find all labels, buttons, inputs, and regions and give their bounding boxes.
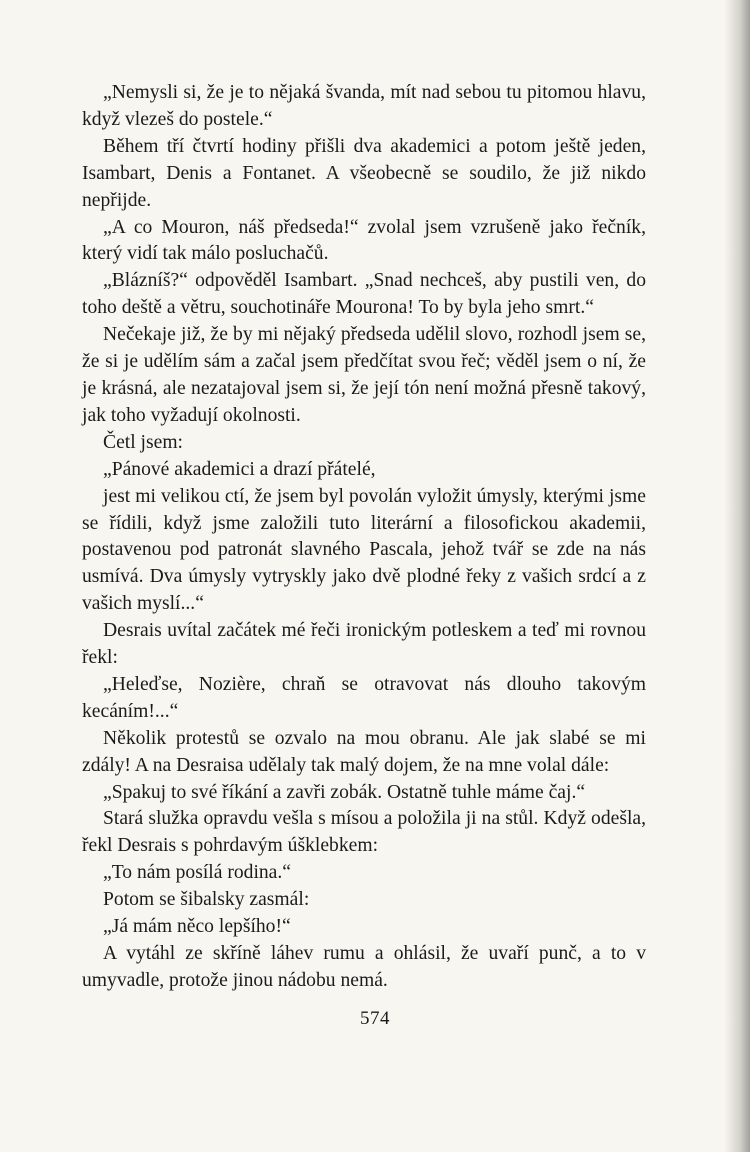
- paragraph: „A co Mouron, náš předseda!“ zvolal jsem vzrušeně jako řečník, který vidí tak málo posluchačů.: [82, 216, 646, 265]
- paragraph: Několik protestů se ozvalo na mou obranu. Ale jak slabé se mi zdály! A na Desraisa udělaly tak malý dojem, že na mne volal dále:: [82, 727, 646, 776]
- page-number: 574: [360, 1008, 390, 1029]
- paragraph: „Nemysli si, že je to nějaká švanda, mít nad sebou tu pitomou hlavu, když vlezeš do postele.“: [82, 82, 646, 130]
- paragraph: „Heleďse, Nozière, chraň se otravovat nás dlouho takovým kecáním!...“: [82, 673, 646, 722]
- body-text: [82, 80, 646, 995]
- paragraph: Nečekaje již, že by mi nějaký předseda udělil slovo, rozhodl jsem se, že si je udělím sám a začal jsem předčítat svou řeč; věděl jsem o ní, že je krásná, ale nezatajoval jsem si, že její tón není možná přesně takový, jak toho vyžadují okolnosti.: [82, 324, 646, 426]
- paragraph: „Blázníš?“ odpověděl Isambart. „Snad nechceš, aby pustili ven, do toho deště a větru, souchotináře Mourona! To by byla jeho smrt.“: [82, 270, 646, 319]
- paragraph: „Spakuj to své říkání a zavři zobák. Ostatně tuhle máme čaj.“: [103, 781, 586, 803]
- paragraph: jest mi velikou ctí, že jsem byl povolán vyložit úmysly, kterými jsme se řídili, když jsme založili tuto literární a filosofickou akademii, postavenou pod patronát slavného Pascala, jehož tvář se zde na nás usmívá. Dva úmysly vytryskly jako dvě plodné řeky z vašich srdcí a z vašich myslí...“: [82, 485, 646, 615]
- paragraph: „Pánové akademici a drazí přátelé,: [103, 458, 376, 480]
- page-edge-shadow: [724, 0, 750, 1152]
- paragraph: „To nám posílá rodina.“: [103, 862, 291, 884]
- paragraph: Během tří čtvrtí hodiny přišli dva akademici a potom ještě jeden, Isambart, Denis a Fontanet. A všeobecně se soudilo, že již nikdo nepřijde.: [82, 135, 646, 211]
- paragraph: „Já mám něco lepšího!“: [103, 916, 291, 938]
- paragraph: A vytáhl ze skříně láhev rumu a ohlásil, že uvaří punč, a to v umyvadle, protože jinou nádobu nemá.: [82, 943, 646, 991]
- paragraph: Stará služka opravdu vešla s mísou a položila ji na stůl. Když odešla, řekl Desrais s pohrdavým úšklebkem:: [82, 808, 646, 857]
- paragraph: Četl jsem:: [103, 431, 184, 453]
- paragraph: Desrais uvítal začátek mé řeči ironickým potleskem a teď mi rovnou řekl:: [82, 620, 646, 669]
- paragraph: Potom se šibalsky zasmál:: [103, 889, 310, 911]
